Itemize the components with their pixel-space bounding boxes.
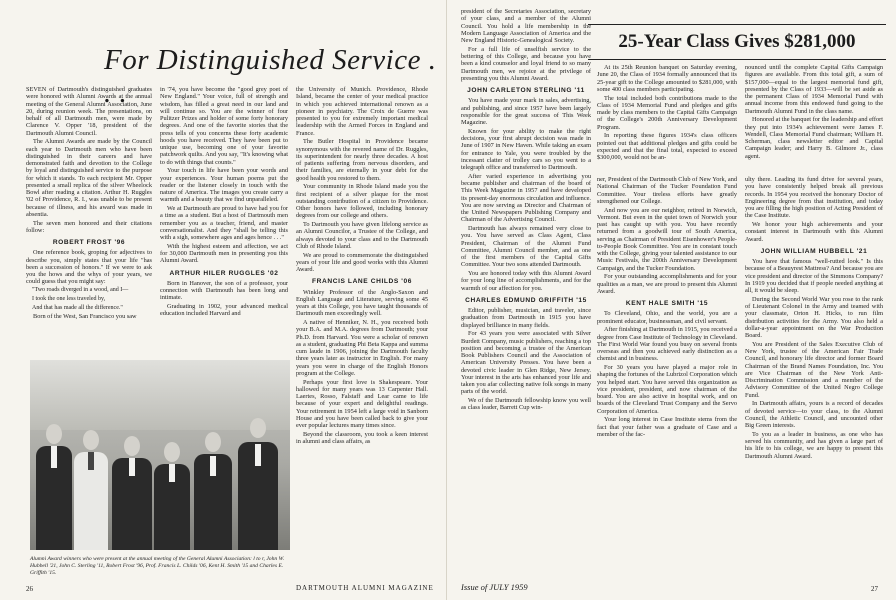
sterling-paragraph-3: After varied experience in advertising you became publisher and chairman of the board of This Week Magazine in 1957 and have developed its present-day enormous circulation and influence. You are now serving as Director and Chairman of the United Newspapers Publishing Company and Chairman of the Advertising Council. <box>461 172 591 224</box>
page-number-right: 27 <box>871 585 878 593</box>
childs-paragraph-1: Winkley Professor of the Anglo-Saxon and English Language and Literature, serving some 45 years at this College, you have taught thousands of Dartmouth men exceedingly well. <box>296 288 428 318</box>
frost-quote-line-3: And that has made all the difference." <box>32 304 123 311</box>
griffith-cont-2: And now you are our neighbor, retired in Norwich, Vermont. But even in the quiet town of Norwich your past has caught up with you. You have recently returned from a goodwill tour of South America, serving as Chairman of President Eisenhower's People-to-People Book Committee. You are in constant touch with the College, giving your talented assistance to our Music Festivals, the 200th Anniversary Development Campaign, and the Tucker Foundation. <box>597 206 737 272</box>
photo-person-3 <box>112 432 152 550</box>
hubbell-paragraph-4: In Dartmouth affairs, yours is a record of decades of devoted service—to your class, to the Alumni Council, the Athletic Council, and uncounted other Big Green interests. <box>745 400 883 429</box>
smith-cont-1: ulty there. Leading its fund drive for several years, you have consistently helped break all previous records. In 1954 you received the honorary Doctor of Engineering degree from that institution, and today you are filling the high position of Acting President of the Case Institute. <box>745 176 883 220</box>
class-gift-paragraph-3: In reporting these figures 1934's class officers pointed out that additional pledges and gifts could be expected and that the final total, expected to exceed $300,000, would not be an- <box>597 132 737 161</box>
sterling-paragraph-1: You have made your mark in sales, advertising, and publishing, and since 1957 have been largely responsible for the great success of This Week Magazine. <box>461 97 591 126</box>
hubbell-paragraph-5: To you as a leader in business, as one who has served his community, and has given a large part of his life to his college, we are happy to present this Dartmouth Alumni Award. <box>745 430 883 460</box>
right-column-2 <box>597 176 737 578</box>
frost-cont-1: in '74, you have become the "good grey poet of New England." Your voice, full of strength and wisdom, has filled a great need in our land and will continue so. You are the winner of four Pulitzer Prizes and holder of some forty honorary degrees. And one of the favorite stories that the press tells of you concerns these forty academic hoods you have received. They have been put to unique use, becoming one of your favorite patchwork quilts. And you say, "It's knowing what to do with things that counts." <box>160 86 288 166</box>
left-page <box>0 0 447 600</box>
heading-griffith: CHARLES EDMUND GRIFFITH '15 <box>465 296 587 304</box>
photo-person-4 <box>154 440 190 550</box>
frost-cont-2: Your touch in life have been your words and your experiences. Your human poems put the reader or the listener closely in touch with the nature of America. The images you create carry a warmth and a beauty that we find unparalleled. <box>160 167 288 204</box>
smith-paragraph-1: To Cleveland, Ohio, and the world, you are a prominent educator, businessman, and civil servant. <box>597 310 737 325</box>
hubbell-paragraph-1: You have that famous "well-rutted look." Is this because of a Beauyrest Mattress? And because you are vice president and director of the Simmons Company? In 1919 you decided that if people needed anything at all, it would be sleep. <box>745 258 883 294</box>
ruggles-cont-2: The Butler Hospital in Providence became synonymous with the revered name of Dr. Ruggles, its superintendent for nearly three decades. A host of patients suffering from nervous disorders, and their families, are eternally in your debt for the good health you restored to them. <box>296 138 428 182</box>
griffith-paragraph-2: For 43 years you were associated with Silver Burdett Company, music publishers, reaching a top position and becoming a trustee of the American Book Publishers Council and the Association of American University Presses. You have been a devoted civic leader in Glen Ridge, New Jersey. Your interest in the arts has enhanced your life and taken you afar collecting native folk songs in many parts of the world. <box>461 330 591 396</box>
class-gift-headline: 25-Year Class Gives $281,000 <box>588 24 886 60</box>
class-gift-paragraph-1: At its 25th Reunion banquet on Saturday evening, June 20, the Class of 1934 formally announced that its 25-year gift to the College amounted to $281,000, with some 400 class members participating. <box>597 64 737 93</box>
griffith-cont-1: ner, President of the Dartmouth Club of New York, and National Chairman of the Tucker Foundation Fund Committee. Your tireless efforts have greatly strengthened our College. <box>597 176 737 205</box>
smith-paragraph-4: Your long interest in Case Institute stems from the fact that your father was a graduate of Case and a member of the fac- <box>597 416 737 438</box>
right-column-1 <box>461 8 591 578</box>
heading-frost: ROBERT FROST '96 <box>52 239 126 246</box>
intro-paragraph-1: SEVEN of Dartmouth's distinguished graduates were honored with Alumni Awards at the annual meeting of the General Alumni Association, June 20, during reunion week. The presentations, on behalf of all Dartmouth men, were made by Clarence V. Opper '18, president of the Dartmouth Alumni Council. <box>26 86 152 137</box>
page-number-left: 26 <box>26 585 33 593</box>
award-winners-photo <box>30 360 290 550</box>
childs-cont-2: For a full life of unselfish service to the bettering of this College, and because you have been a kind counselor and loyal friend to so many Dartmouth men, we rejoice at the privilege of presenting you this Alumni Award. <box>461 45 591 82</box>
frost-paragraph-1: One reference book, groping for adjectives to describe you, simply states that your life "has been a succession of honors." If we were to ask you the hows and the whys of your years, we could guess that you might say: <box>26 249 152 286</box>
childs-cont-1: president of the Secretaries Association, secretary of your class, and a member of the Alumni Council. You hold a life membership in the Modern Language Association of America and the New England Historic-Genealogical Society. <box>461 8 591 44</box>
photo-person-2 <box>74 426 108 550</box>
photo-person-5 <box>194 430 232 550</box>
class-gift-column-a <box>597 64 737 170</box>
griffith-paragraph-1: Editor, publisher, musician, and traveler, since graduation from Dartmouth in 1915 you have displayed brilliance in many fields. <box>461 307 591 329</box>
ruggles-cont-1: the University of Munich. Providence, Rhode Island, became the center of your medical practice in which you achieved international renown as a pioneer in psychiatry. The Croix de Guerre was presented to you for extremely important medical leadership with the Armed Forces in England and France. <box>296 86 428 137</box>
childs-paragraph-4: Beyond the classroom, you took a keen interest in alumni and class affairs, as <box>296 430 428 445</box>
photo-person-6 <box>238 416 278 550</box>
ruggles-cont-4: To Dartmouth you have given lifelong service as an Alumni Councilor, a Trustee of the College, and always devoted to your class and to the Dartmouth Club of Rhode Island. <box>296 221 428 250</box>
heading-hubbell: JOHN WILLIAM HUBBELL '21 <box>760 247 868 255</box>
ruggles-cont-3: Your community in Rhode Island made you the first recipient of a silver plaque for the most outstanding contribution of a citizen to Providence. Other honors have followed, including honorary degrees from our college and others. <box>296 183 428 220</box>
sterling-paragraph-5: You are honored today with this Alumni Award for your long line of accomplishments, and for the warmth of our affection for you. <box>461 270 591 292</box>
ruggles-cont-5: We are proud to commemorate the distinguished years of your life and good works with this Alumni Award. <box>296 251 428 273</box>
smith-cont-2: We honor your high achievements and your constant interest in Dartmouth with this Alumni Award. <box>745 221 883 243</box>
left-column-3 <box>296 86 428 578</box>
right-column-3 <box>745 176 883 578</box>
frost-quote-line-2: I took the one less traveled by, <box>32 295 106 302</box>
childs-paragraph-3: Perhaps your first love is Shakespeare. Your hallowed for many years was 13 Carpenter Hall. Laertes, Rosso, Falstaff and Lear came to life because of your expert and delightful readings. Your retirement in 1954 left a large void in Sanborn House and you have been called back to give your ever popular lectures many times since. <box>296 378 428 429</box>
hubbell-paragraph-2: During the Second World War you rose to the rank of Lieutenant Colonel in the Army and teamed with your classmate, Orton H. Hicks, to run film distribution activities for the Army. You also held a dollar-a-year appointment on the War Production Board. <box>745 295 883 339</box>
class-gift-paragraph-4: nounced until the complete Capital Gifts Campaign figures are available. From this total gift, a sum of $157,000—equal to the largest memorial fund gift, presented by the Class of 1933—will be set aside as the permanent Class of 1934 Memorial Fund with annual income from this endowed fund going to the Dartmouth Alumni Fund in the class name. <box>745 64 883 115</box>
photo-caption: Alumni Award winners who were present at the annual meeting of the General Alumni Association: l to r, John W. Hubbell '21, John C. Sterling '11, Robert Frost '96, Prof. Francis L. Childs '06, Kent H. Smith '15 and Charles E. Griffith '15. <box>30 556 285 576</box>
heading-childs: FRANCIS LANE CHILDS '06 <box>312 278 412 286</box>
childs-paragraph-2: A native of Henniker, N. H., you received both your B.A. and M.A. degrees from Dartmouth; your Ph.D. from Harvard. You were a scholar of renown as a student, graduating Phi Beta Kappa and summa cum laude in 1906, joining the Dartmouth faculty three years later as instructor in English. For many years you were in charge of the English Honors program at the College. <box>296 319 428 377</box>
ruggles-paragraph-2: Graduating in 1902, your advanced medical education included Harvard and <box>160 303 288 318</box>
frost-paragraph-2: Born of the West, San Francisco you saw <box>33 313 137 321</box>
article-headline: For Distinguished Service . . . <box>104 44 437 109</box>
griffith-paragraph-3: We of the Dartmouth fellowship know you well as class leader, Barrett Cup win- <box>461 397 591 412</box>
photo-person-1 <box>36 418 72 550</box>
heading-ruggles: ARTHUR HILER RUGGLES '02 <box>169 269 279 277</box>
class-gift-paragraph-5: Honored at the banquet for the leadership and effort they put into 1934's achievement were James F. Wendell, Class Memorial Fund chairman; William H. Scherman, class newsletter editor and Capital Campaign leader; and Harry B. Gilmore Jr., class agent. <box>745 116 883 160</box>
class-gift-paragraph-2: The total included both contributions made to the Class of 1934 Memorial Fund and pledges and gifts made by class members to the Capital Gifts Campaign of the College's 200th Anniversary Development Program. <box>597 94 737 131</box>
intro-paragraph-3: The seven men honored and their citations follow: <box>26 219 152 234</box>
issue-date: Issue of JULY 1959 <box>461 582 528 592</box>
left-column-2 <box>160 86 288 354</box>
smith-paragraph-2: After finishing at Dartmouth in 1915, you received a degree from Case Institute of Technology in Cleveland. The First World War found you busy on several fronts overseas and then you achieved early distinction as a chemist and in business. <box>597 326 737 363</box>
class-gift-column-b <box>745 64 883 170</box>
frost-cont-4: With the highest esteem and affection, we act for 30,000 Dartmouth men in presenting you this Alumni Award. <box>160 242 288 265</box>
heading-sterling: JOHN CARLETON STERLING '11 <box>467 87 585 94</box>
left-column-1 <box>26 86 152 356</box>
right-page <box>447 0 896 600</box>
hubbell-paragraph-3: You are President of the Sales Executive Club of New York, trustee of the American Fair Trade Council, and honorary life director and former Board Chairman of the Brand Names Foundation, Inc. You are Vice Chairman of the New York Anti-Discrimination Commission and a member of the Advisory Committee of the United Negro College Fund. <box>745 340 883 399</box>
griffith-cont-3: For your outstanding accomplishments and for your qualities as a man, we are proud to present this Alumni Award. <box>597 273 737 295</box>
sterling-paragraph-2: Known for your ability to make the right decisions, your first abrupt decision was made in June of 1907 in New Haven. While taking an exam for entrance to Yale, you were troubled by the incessant clatter of trolley cars so you went to a telegraph office and transferred to Dartmouth. <box>461 127 591 171</box>
frost-quote-line-1: "Two roads diverged in a wood, and I— <box>32 287 129 293</box>
heading-smith: KENT HALE SMITH '15 <box>625 300 709 307</box>
intro-paragraph-2: The Alumni Awards are made by the Council each year to Dartmouth men who have been distinguished in their careers and have demonstrated faith and devotion to the College by loyal and distinguished service to the purpose for which it stands. To each recipient Mr. Opper presented a small replica of the silver Wheelock Bowl after reading a citation. Arthur H. Ruggles '02 of Providence, R. I., was unable to be present because of illness, and his award was made in absentia. <box>26 138 152 218</box>
smith-paragraph-3: For 30 years you have played a major role in shaping the fortunes of the Lubrizol Corporation which you helped start. You have served this organization as vice president, president, and now chairman of the board. You are also active in hospital work, and on boards of the Cleveland Trust Company and the Servo Corporation of America. <box>597 364 737 415</box>
ruggles-paragraph-1: Born in Hanover, the son of a professor, your connection with Dartmouth has been long and intimate. <box>160 279 288 302</box>
magazine-name: DARTMOUTH ALUMNI MAGAZINE <box>296 584 434 592</box>
sterling-paragraph-4: Dartmouth has always remained very close to you. You have served as Class Agent, Class President, Chairman of the Alumni Fund Committee, Alumni Council member, and as one of the first members of the Capital Gifts Committee. Your two sons attended Dartmouth. <box>461 225 591 269</box>
frost-cont-3: We at Dartmouth are proud to have had you for a time as a student. But a host of Dartmouth men remember you as a teacher, friend, and master conversationalist. And they "shall be telling this with a sigh, somewhere ages and ages hence . . ." <box>160 205 288 241</box>
